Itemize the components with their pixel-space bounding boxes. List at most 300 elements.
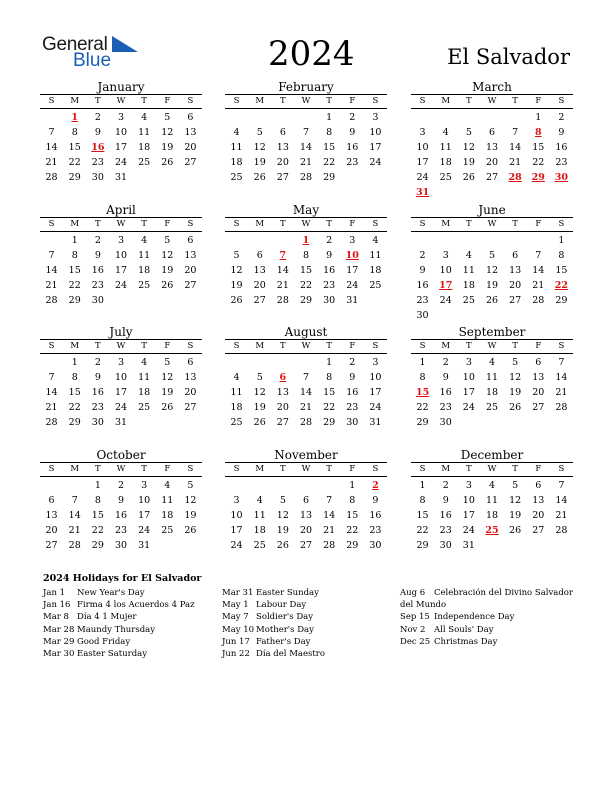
empty-cell — [294, 110, 317, 125]
day-cell: 26 — [276, 540, 289, 551]
day-cell: 15 — [323, 142, 336, 153]
weekday-label: W — [301, 219, 311, 229]
month-name: December — [460, 448, 524, 462]
day-cell: 16 — [91, 265, 104, 276]
day-cell: 22 — [416, 402, 429, 413]
page-title-year: 2024 — [268, 34, 355, 74]
day-cell: 10 — [114, 250, 128, 261]
holiday-day-cell: 8 — [534, 127, 542, 138]
weekday-label: M — [70, 341, 80, 351]
day-cell: 20 — [485, 157, 499, 168]
day-grid — [40, 233, 202, 308]
day-cell: 16 — [346, 387, 359, 398]
weekday-label: M — [441, 219, 451, 229]
weekday-label: T — [466, 464, 472, 474]
day-cell: 24 — [346, 280, 359, 291]
day-cell: 26 — [253, 417, 266, 428]
day-cell: 25 — [439, 172, 452, 183]
holiday-item — [43, 624, 195, 636]
month-july — [40, 325, 202, 430]
day-cell: 9 — [326, 250, 333, 261]
day-cell: 13 — [184, 127, 197, 138]
day-cell: 27 — [299, 540, 313, 551]
weekday-header — [40, 339, 202, 354]
day-cell: 1 — [419, 480, 426, 491]
day-cell: 19 — [161, 265, 174, 276]
weekday-label: F — [535, 341, 542, 351]
day-cell: 1 — [419, 357, 426, 368]
day-cell: 13 — [184, 250, 197, 261]
weekday-label: S — [419, 219, 426, 229]
day-cell: 8 — [558, 250, 565, 261]
weekday-label: S — [558, 464, 565, 474]
weekday-label: M — [255, 96, 265, 106]
holiday-name: Firma 4 los Acuerdos 4 Paz — [77, 600, 195, 611]
holiday-item — [222, 599, 325, 611]
weekday-label: M — [70, 96, 80, 106]
day-cell: 29 — [416, 540, 429, 551]
day-cell: 6 — [48, 495, 55, 506]
day-cell: 11 — [485, 372, 499, 383]
day-cell: 16 — [555, 142, 568, 153]
day-cell: 7 — [71, 495, 78, 506]
weekday-label: W — [301, 464, 311, 474]
day-cell: 12 — [462, 142, 475, 153]
day-cell: 13 — [532, 372, 545, 383]
day-grid — [40, 478, 202, 553]
weekday-label: W — [116, 96, 126, 106]
day-cell: 21 — [555, 387, 568, 398]
day-cell: 22 — [323, 402, 336, 413]
holiday-item — [43, 611, 195, 623]
day-cell: 21 — [509, 157, 522, 168]
weekday-label: S — [372, 341, 379, 351]
day-cell: 21 — [45, 402, 58, 413]
day-cell: 5 — [512, 480, 519, 491]
weekday-label: S — [419, 464, 426, 474]
day-cell: 2 — [349, 112, 356, 123]
day-cell: 1 — [326, 112, 333, 123]
weekday-label: S — [187, 219, 194, 229]
day-cell: 31 — [138, 540, 151, 551]
day-cell: 21 — [45, 157, 58, 168]
weekday-label: F — [164, 341, 171, 351]
day-cell: 29 — [91, 540, 104, 551]
day-cell: 30 — [416, 310, 429, 321]
day-cell: 14 — [532, 265, 545, 276]
day-cell: 15 — [346, 510, 359, 521]
day-cell: 6 — [535, 480, 542, 491]
day-cell: 24 — [462, 402, 475, 413]
day-grid — [40, 355, 202, 430]
holiday-date: Jun 22 — [222, 649, 250, 660]
holiday-item — [43, 648, 195, 660]
day-cell: 31 — [462, 540, 475, 551]
day-cell: 9 — [558, 127, 565, 138]
weekday-header — [411, 217, 573, 232]
day-cell: 25 — [230, 417, 243, 428]
weekday-label: S — [48, 464, 55, 474]
day-cell: 24 — [462, 525, 475, 536]
weekday-label: M — [441, 464, 451, 474]
month-september — [411, 325, 573, 430]
weekday-header — [411, 94, 573, 109]
holiday-date: Mar 8 — [43, 612, 69, 623]
day-cell: 26 — [184, 525, 197, 536]
day-cell: 13 — [253, 265, 266, 276]
day-cell: 11 — [462, 265, 475, 276]
day-cell: 19 — [462, 157, 475, 168]
holiday-date: Jan 16 — [43, 600, 71, 611]
day-cell: 27 — [532, 402, 545, 413]
weekday-label: S — [233, 96, 240, 106]
day-cell: 30 — [91, 417, 104, 428]
holiday-date: Nov 2 — [400, 624, 426, 635]
day-cell: 6 — [187, 112, 194, 123]
empty-cell — [411, 110, 434, 125]
empty-cell — [63, 478, 86, 493]
day-cell: 19 — [253, 157, 266, 168]
day-grid — [411, 355, 573, 430]
day-cell: 5 — [279, 495, 286, 506]
weekday-label: T — [326, 464, 332, 474]
day-cell: 17 — [462, 510, 475, 521]
weekday-label: S — [187, 464, 194, 474]
empty-cell — [248, 233, 271, 248]
holiday-item — [43, 636, 195, 648]
month-name: October — [96, 448, 146, 462]
weekday-label: S — [187, 341, 194, 351]
weekday-header — [225, 462, 387, 477]
day-cell: 27 — [184, 157, 197, 168]
weekday-label: T — [280, 219, 286, 229]
holiday-item — [43, 599, 195, 611]
empty-cell — [434, 233, 457, 248]
holiday-item — [222, 624, 325, 636]
day-cell: 20 — [253, 280, 266, 291]
day-cell: 5 — [164, 112, 171, 123]
holiday-day-cell: 28 — [508, 172, 522, 183]
day-cell: 9 — [94, 250, 101, 261]
empty-cell — [411, 233, 434, 248]
day-cell: 14 — [68, 510, 81, 521]
holiday-name: Soldier's Day — [256, 612, 313, 623]
holiday-name: Mother's Day — [256, 624, 314, 635]
day-cell: 3 — [372, 357, 379, 368]
day-cell: 19 — [161, 387, 174, 398]
day-cell: 1 — [558, 235, 565, 246]
weekday-label: T — [141, 341, 147, 351]
holiday-column — [43, 587, 195, 660]
holiday-name: Celebración del Divino Salvador del Mundo — [400, 588, 573, 611]
holiday-date: Jan 1 — [43, 588, 66, 598]
month-october — [40, 448, 202, 553]
day-cell: 31 — [114, 417, 128, 428]
empty-cell — [225, 110, 248, 125]
day-cell: 6 — [279, 127, 286, 138]
day-cell: 26 — [485, 295, 499, 306]
day-cell: 3 — [141, 480, 148, 491]
holiday-date: Mar 30 — [43, 649, 75, 660]
day-cell: 11 — [138, 127, 151, 138]
day-cell: 26 — [161, 157, 174, 168]
weekday-header — [225, 217, 387, 232]
day-cell: 7 — [558, 480, 565, 491]
day-cell: 28 — [299, 172, 313, 183]
day-cell: 29 — [346, 540, 359, 551]
day-cell: 23 — [91, 402, 104, 413]
day-cell: 24 — [369, 157, 382, 168]
month-name: July — [109, 325, 133, 339]
day-cell: 11 — [161, 495, 174, 506]
day-grid — [411, 233, 573, 323]
day-cell: 6 — [302, 495, 310, 506]
day-cell: 31 — [346, 295, 359, 306]
holiday-name: Christmas Day — [434, 636, 498, 647]
day-cell: 20 — [299, 525, 313, 536]
weekday-header — [411, 339, 573, 354]
day-cell: 22 — [91, 525, 104, 536]
day-cell: 12 — [161, 372, 174, 383]
day-cell: 21 — [45, 280, 58, 291]
weekday-label: S — [187, 96, 194, 106]
day-cell: 27 — [45, 540, 58, 551]
holiday-name: New Year's Day — [77, 588, 145, 598]
logo-text-general: General — [42, 34, 108, 55]
day-cell: 14 — [45, 142, 58, 153]
day-cell: 31 — [114, 172, 128, 183]
day-cell: 5 — [164, 235, 171, 246]
day-cell: 24 — [138, 525, 151, 536]
holiday-item — [222, 587, 325, 599]
holiday-day-cell: 22 — [554, 280, 569, 291]
day-cell: 27 — [276, 417, 289, 428]
weekday-label: W — [487, 219, 497, 229]
weekday-label: S — [419, 96, 426, 106]
month-april — [40, 203, 202, 308]
holiday-date: May 7 — [222, 612, 249, 623]
empty-cell — [504, 110, 527, 125]
day-cell: 26 — [509, 402, 522, 413]
holiday-item — [400, 636, 575, 648]
day-cell: 23 — [323, 280, 336, 291]
day-cell: 3 — [372, 112, 379, 123]
day-cell: 30 — [346, 417, 359, 428]
day-cell: 26 — [253, 172, 266, 183]
month-name: January — [97, 80, 145, 94]
holiday-item — [222, 648, 325, 660]
day-cell: 29 — [323, 172, 336, 183]
day-cell: 8 — [326, 127, 333, 138]
day-cell: 3 — [465, 480, 472, 491]
holiday-day-cell: 6 — [279, 372, 287, 383]
day-cell: 29 — [68, 295, 81, 306]
day-cell: 5 — [164, 357, 171, 368]
day-cell: 14 — [323, 510, 336, 521]
day-cell: 10 — [230, 510, 243, 521]
day-cell: 25 — [462, 295, 475, 306]
day-cell: 23 — [439, 525, 452, 536]
logo-triangle-icon — [112, 36, 138, 52]
day-cell: 21 — [532, 280, 545, 291]
day-cell: 2 — [94, 357, 101, 368]
day-cell: 6 — [256, 250, 263, 261]
day-cell: 22 — [532, 157, 545, 168]
empty-cell — [434, 110, 457, 125]
day-cell: 14 — [555, 372, 568, 383]
holiday-day-cell: 1 — [302, 235, 310, 246]
day-cell: 3 — [465, 357, 472, 368]
day-cell: 15 — [68, 265, 81, 276]
day-cell: 7 — [48, 127, 55, 138]
empty-cell — [457, 233, 480, 248]
weekday-label: T — [280, 464, 286, 474]
day-cell: 4 — [164, 480, 171, 491]
day-cell: 27 — [184, 280, 197, 291]
day-cell: 30 — [114, 540, 128, 551]
day-cell: 27 — [184, 402, 197, 413]
weekday-label: T — [326, 341, 332, 351]
month-december — [411, 448, 573, 553]
day-cell: 28 — [532, 295, 545, 306]
day-cell: 30 — [439, 540, 452, 551]
day-cell: 24 — [114, 157, 128, 168]
day-cell: 19 — [509, 387, 522, 398]
day-cell: 23 — [555, 157, 568, 168]
day-cell: 18 — [138, 387, 151, 398]
day-cell: 20 — [276, 402, 289, 413]
day-cell: 10 — [462, 372, 475, 383]
day-cell: 8 — [419, 372, 426, 383]
day-cell: 6 — [535, 357, 542, 368]
day-cell: 29 — [555, 295, 568, 306]
day-cell: 7 — [48, 372, 55, 383]
weekday-label: T — [95, 96, 101, 106]
weekday-label: F — [164, 464, 171, 474]
day-cell: 24 — [114, 402, 128, 413]
day-cell: 28 — [276, 295, 289, 306]
day-cell: 16 — [114, 510, 128, 521]
day-cell: 25 — [230, 172, 243, 183]
day-cell: 10 — [416, 142, 429, 153]
empty-cell — [40, 478, 63, 493]
day-cell: 17 — [114, 387, 128, 398]
weekday-label: S — [419, 341, 426, 351]
holiday-name: Independence Day — [434, 612, 515, 623]
day-cell: 27 — [253, 295, 266, 306]
day-cell: 21 — [68, 525, 81, 536]
day-cell: 20 — [532, 387, 545, 398]
holiday-date: May 10 — [222, 624, 255, 635]
weekday-label: T — [95, 464, 101, 474]
day-grid — [225, 233, 387, 308]
holiday-name: Easter Sunday — [256, 588, 319, 598]
day-cell: 13 — [509, 265, 522, 276]
day-cell: 7 — [48, 250, 55, 261]
day-cell: 21 — [323, 525, 336, 536]
day-cell: 19 — [161, 142, 174, 153]
holiday-item — [222, 636, 325, 648]
day-cell: 11 — [230, 387, 243, 398]
day-cell: 22 — [323, 157, 336, 168]
day-cell: 9 — [419, 265, 426, 276]
day-cell: 2 — [326, 235, 333, 246]
day-cell: 8 — [349, 495, 356, 506]
day-cell: 2 — [419, 250, 426, 261]
day-cell: 13 — [276, 142, 289, 153]
weekday-label: W — [116, 219, 126, 229]
day-cell: 22 — [416, 525, 429, 536]
weekday-label: W — [487, 341, 497, 351]
day-cell: 13 — [485, 142, 499, 153]
day-cell: 4 — [372, 235, 379, 246]
holiday-name: Labour Day — [256, 600, 307, 611]
day-cell: 23 — [439, 402, 452, 413]
day-cell: 28 — [68, 540, 81, 551]
holiday-date: Jun 17 — [222, 636, 250, 647]
day-cell: 1 — [349, 480, 356, 491]
holiday-item — [43, 587, 195, 599]
day-cell: 2 — [442, 357, 449, 368]
weekday-label: W — [487, 464, 497, 474]
day-cell: 23 — [369, 525, 382, 536]
weekday-label: T — [141, 464, 147, 474]
holiday-day-cell: 10 — [345, 250, 359, 261]
day-grid — [225, 478, 387, 553]
day-cell: 15 — [68, 387, 81, 398]
day-cell: 1 — [71, 357, 78, 368]
day-grid — [411, 110, 573, 200]
day-cell: 1 — [71, 235, 78, 246]
day-cell: 4 — [256, 495, 263, 506]
day-cell: 12 — [161, 127, 174, 138]
holiday-day-cell: 1 — [71, 112, 79, 123]
day-cell: 7 — [535, 250, 542, 261]
day-cell: 4 — [465, 250, 472, 261]
weekday-label: W — [487, 96, 497, 106]
weekday-header — [411, 462, 573, 477]
day-cell: 17 — [230, 525, 243, 536]
day-cell: 29 — [68, 417, 81, 428]
day-cell: 23 — [346, 157, 359, 168]
weekday-label: S — [372, 219, 379, 229]
weekday-label: M — [441, 341, 451, 351]
weekday-label: M — [70, 464, 80, 474]
weekday-label: W — [116, 341, 126, 351]
holiday-name: Maundy Thursday — [77, 624, 156, 635]
month-february — [225, 80, 387, 185]
day-cell: 3 — [419, 127, 426, 138]
day-cell: 15 — [68, 142, 81, 153]
weekday-label: T — [466, 219, 472, 229]
generalblue-logo — [42, 34, 142, 72]
country-name: El Salvador — [447, 45, 570, 69]
day-cell: 17 — [138, 510, 151, 521]
day-cell: 26 — [161, 280, 174, 291]
day-cell: 18 — [253, 525, 266, 536]
day-cell: 10 — [138, 495, 151, 506]
empty-cell — [225, 355, 248, 370]
month-name: May — [292, 203, 320, 217]
day-cell: 20 — [45, 525, 58, 536]
day-cell: 29 — [416, 417, 429, 428]
day-cell: 19 — [276, 525, 289, 536]
weekday-label: T — [280, 341, 286, 351]
weekday-label: S — [233, 219, 240, 229]
weekday-label: F — [349, 464, 356, 474]
holiday-entry — [400, 588, 573, 610]
day-cell: 21 — [299, 402, 313, 413]
